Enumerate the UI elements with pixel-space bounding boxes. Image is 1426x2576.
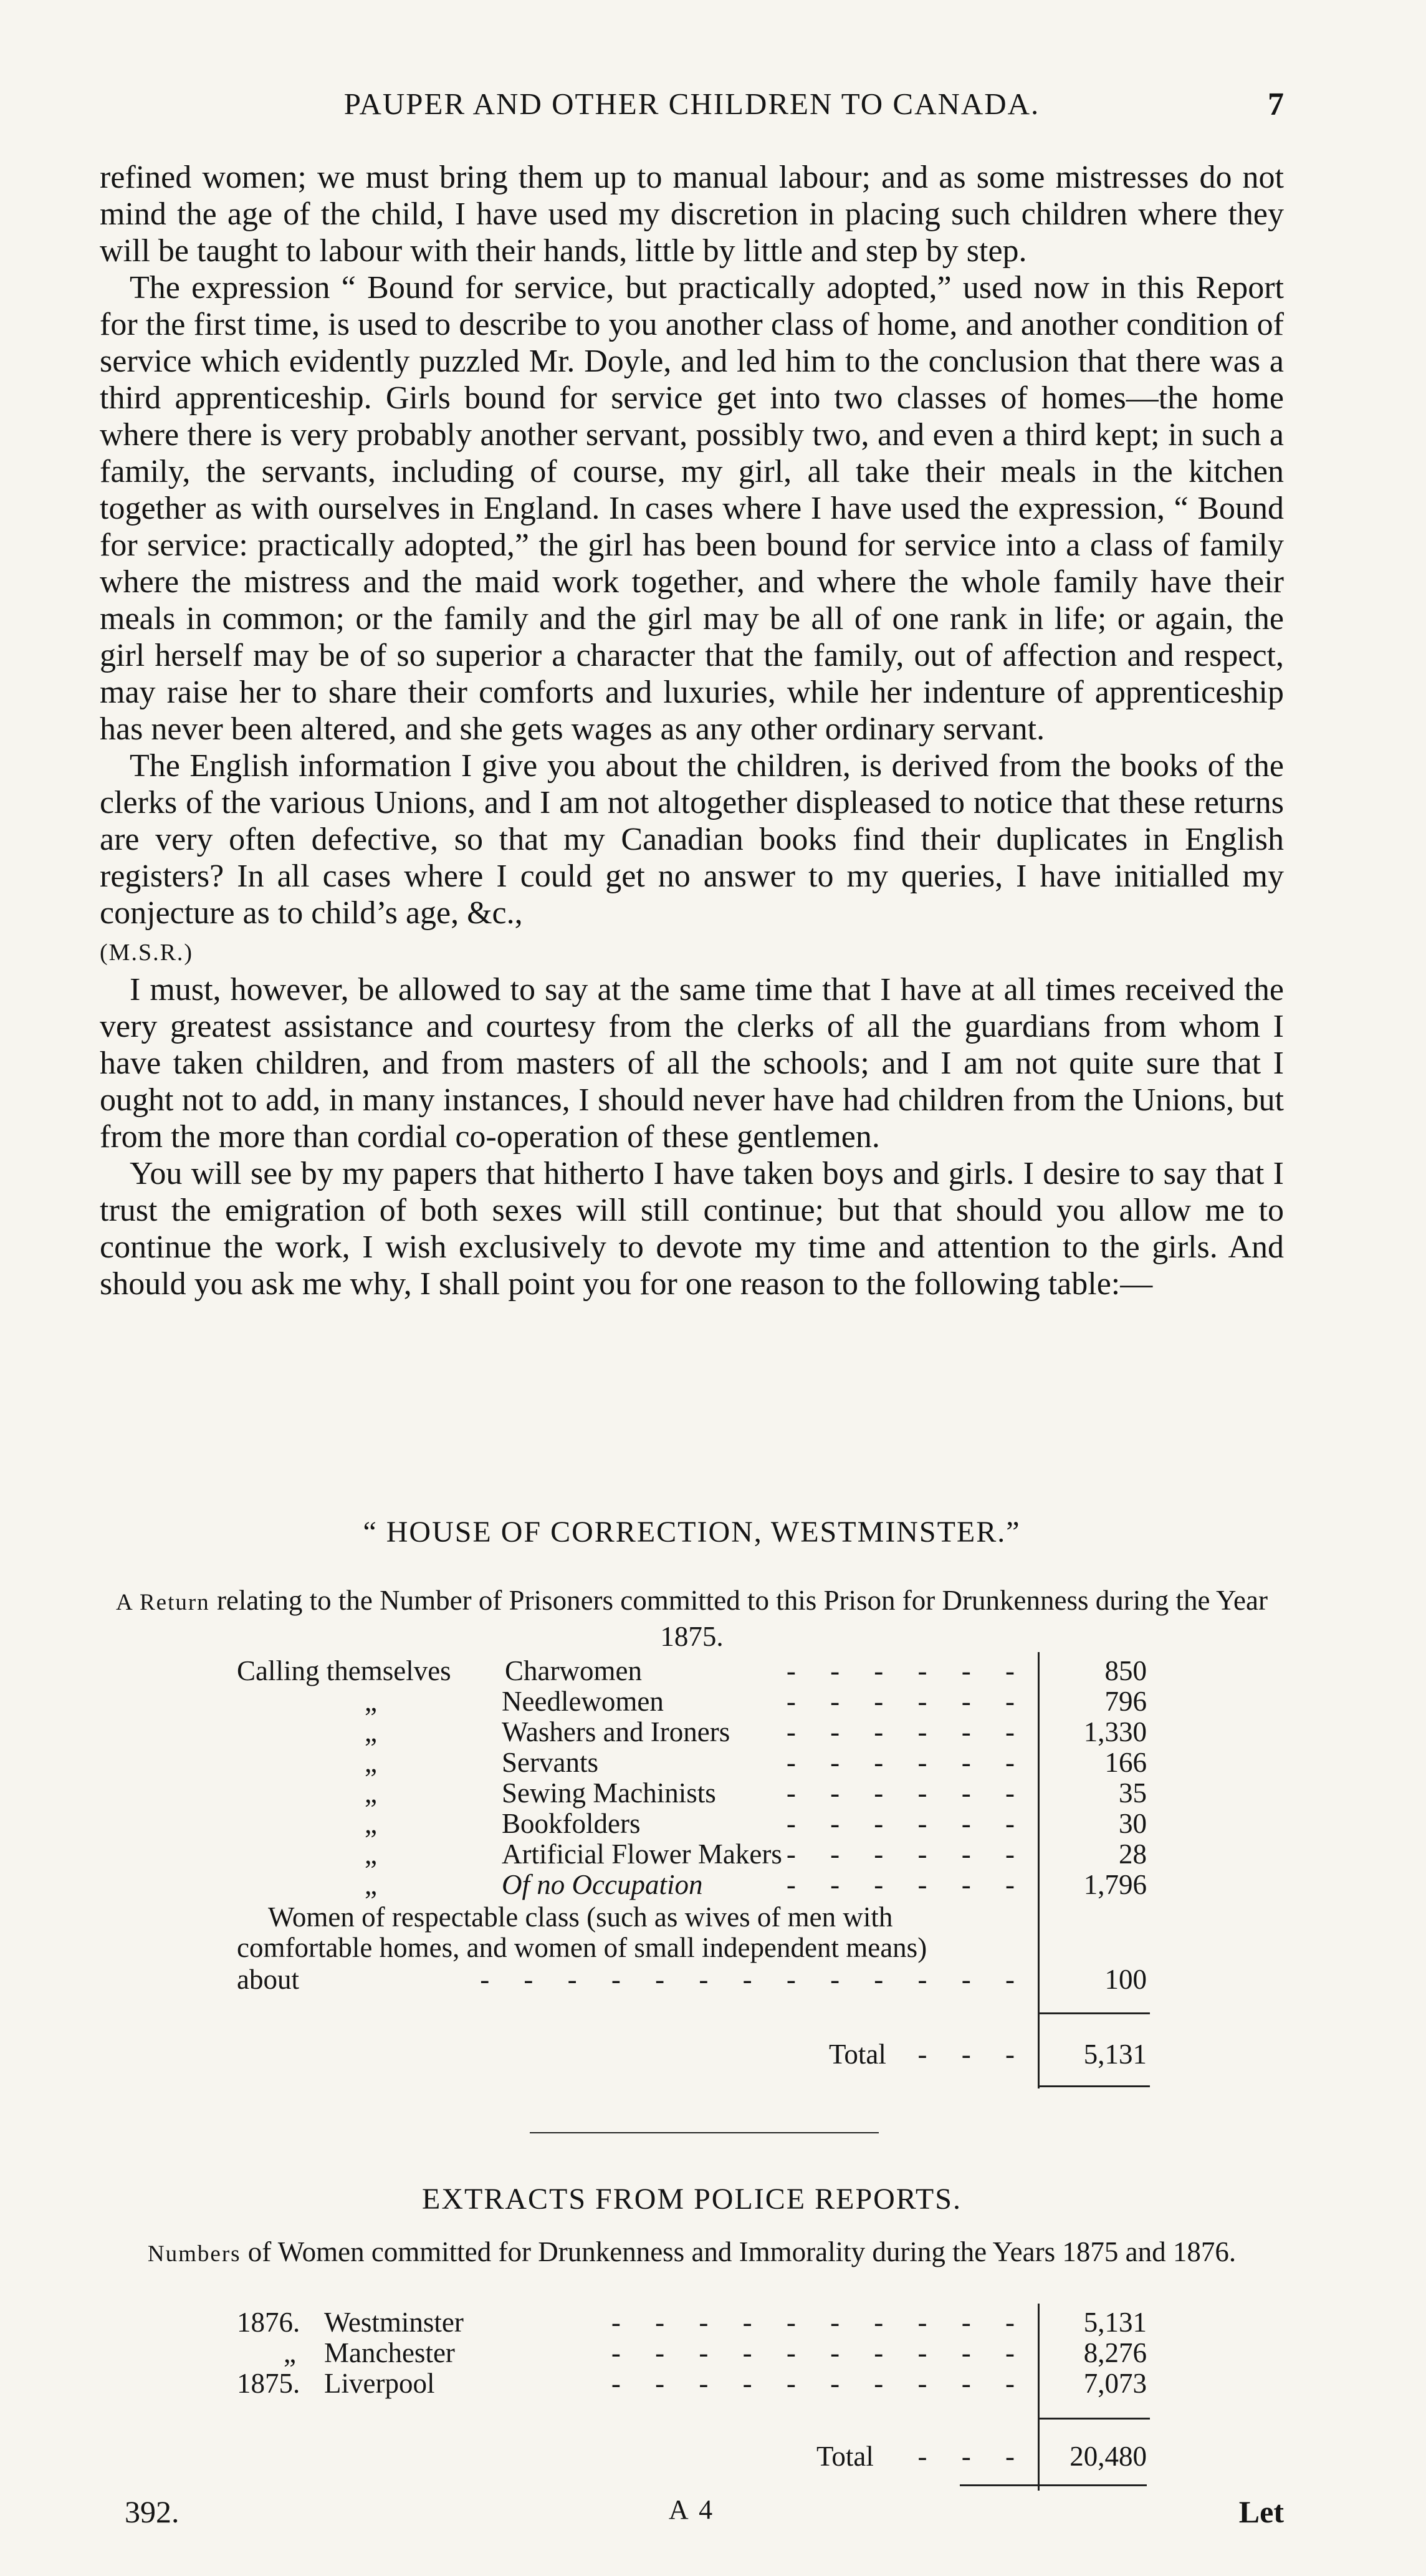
leader-dashes: - - - - - - - - - - - - - xyxy=(480,1964,1028,1995)
paragraph: I must, however, be allowed to say at the same time that I have at all times received the very greatest assistance and courtesy from the clerks of all the guardians from whom I have taken children, and from masters of all the schools; and I am not quite sure that I ought not to add, in many instances, I should never have had children from the Unions, but from the more than cordial co-operation of these gentlemen. xyxy=(100,972,1284,1155)
body-text xyxy=(100,159,1284,1302)
paragraph: refined women; we must bring them up to manual labour; and as some mistresses do not mind the age of the child, I have used my discretion in placing such children where they will be taught to labour with their hands, little by little and step by step. xyxy=(100,160,1284,269)
leader-dashes: - - - xyxy=(917,2039,1028,2070)
leader-dashes: - - - xyxy=(917,2441,1028,2472)
paragraph: You will see by my papers that hitherto I have taken boys and girls. I desire to say that I trust the emigration of both sexes will still continue; but that should you allow me to continue the work, I wish exclusively to devote my time and attention to the girls. And should you ask me why, I shall point you for one reason to the following table:— xyxy=(100,1156,1284,1302)
table-row xyxy=(237,2337,1147,2368)
table-heading: EXTRACTS FROM POLICE REPORTS. xyxy=(422,2183,962,2216)
column-rule xyxy=(1038,1652,1040,2088)
table-row xyxy=(237,2368,1147,2399)
row-label: Manchester xyxy=(324,2337,455,2368)
ditto-mark: „ xyxy=(365,1777,377,1809)
table-row xyxy=(237,1716,1147,1747)
table-row xyxy=(237,1869,1147,1900)
ditto-mark: „ xyxy=(365,1838,377,1870)
row-label: Liverpool xyxy=(324,2368,435,2399)
total-underline xyxy=(1038,2085,1150,2087)
leader-dashes: - - - - - - xyxy=(786,1655,1028,1686)
paragraph: The expression “ Bound for service, but practically adopted,” used now in this Report for the first time, is used to describe to you another class of home, and another condition of service which evidently puzzled Mr. Doyle, and led him to the conclusion that there was a third apprenticeship. Girls bound for service get into two classes of homes—the home where there is very probably another servant, possibly two, and even a third kept; in such a family, the servants, including of course, my girl, all take their meals in the kitchen together as with ourselves in England. In cases where I have used the expression, “ Bound for service: practically adopted,” the girl has been bound for service into a class of family where the mistress and the maid work together, and where the whole family have their meals in common; or the family and the girl may be all of one rank in life; or again, the girl herself may be of so superior a character that the family, out of affection and respect, may raise her to share their comforts and luxuries, while her indenture of apprenticeship has never been altered, and she gets wages as any other ordinary servant. xyxy=(100,270,1284,747)
table-heading: “ HOUSE OF CORRECTION, WESTMINSTER.” xyxy=(363,1516,1021,1549)
row-label: Needlewomen xyxy=(502,1686,664,1717)
table-caption xyxy=(100,1584,1284,1653)
leader-dashes: - - - - - - xyxy=(786,1808,1028,1839)
row-label: Westminster xyxy=(324,2307,464,2338)
total-label: Total xyxy=(829,2039,886,2070)
table-row xyxy=(237,1747,1147,1778)
ditto-mark: „ xyxy=(365,1686,377,1717)
ditto-mark: „ xyxy=(365,1808,377,1839)
row-prefix: Calling themselves xyxy=(237,1655,451,1686)
table-row xyxy=(237,1777,1147,1809)
table-row xyxy=(237,1655,1147,1686)
leader-dashes: - - - - - - - - - - xyxy=(611,2337,1028,2368)
table-caption xyxy=(100,2235,1284,2271)
footer-signature-mark: A 4 xyxy=(668,2494,715,2525)
table-row xyxy=(237,1686,1147,1717)
row-year: 1876. xyxy=(237,2307,300,2338)
ditto-mark: „ xyxy=(365,1747,377,1778)
row-label: Charwomen xyxy=(505,1655,642,1686)
row-prefix: about xyxy=(237,1964,299,1995)
row-value: 8,276 xyxy=(1083,2337,1147,2368)
leader-dashes: - - - - - - - - - - xyxy=(611,2368,1028,2399)
leader-dashes: - - - - - - xyxy=(786,1686,1028,1717)
row-label: Sewing Machinists xyxy=(502,1777,716,1809)
paragraph-text: The English information I give you about the children, is derived from the books of the clerks of the various Unions, and I am not altogether displeased to notice that these returns are very often defective, so that my Canadian books find their duplicates in English registers? In all cases where I could get no answer to my queries, I have initialled my conjecture as to child’s age, &c., xyxy=(100,748,1284,931)
section-divider xyxy=(530,2132,879,2133)
total-underline xyxy=(960,2484,1147,2486)
row-label: Artificial Flower Makers xyxy=(502,1838,782,1870)
total-value: 20,480 xyxy=(1070,2441,1147,2472)
initials: (M.S.R.) xyxy=(100,940,194,966)
row-value: 7,073 xyxy=(1083,2368,1147,2399)
total-rule xyxy=(1038,2418,1150,2420)
row-label: Of no Occupation xyxy=(502,1869,703,1900)
caption-lead: Numbers xyxy=(147,2241,241,2267)
row-value: 850 xyxy=(1104,1655,1147,1686)
caption-lead: A Return xyxy=(116,1590,210,1615)
table-row xyxy=(237,1838,1147,1870)
row-value: 5,131 xyxy=(1083,2307,1147,2338)
row-year: 1875. xyxy=(237,2368,300,2399)
ditto-mark: „ xyxy=(365,1869,377,1900)
total-row xyxy=(237,2039,1147,2070)
paragraph xyxy=(100,747,1284,971)
leader-dashes: - - - - - - - - - - xyxy=(611,2307,1028,2338)
leader-dashes: - - - - - - xyxy=(786,1869,1028,1900)
total-label: Total xyxy=(816,2441,874,2472)
row-value: 28 xyxy=(1119,1838,1147,1870)
caption-text: relating to the Number of Prisoners committed to this Prison for Drunkenness during the Year 1875. xyxy=(216,1585,1268,1652)
footer-catchword: Let xyxy=(1238,2494,1284,2529)
leader-dashes: - - - - - - xyxy=(786,1777,1028,1809)
page-footer xyxy=(100,2494,1284,2537)
leader-dashes: - - - - - - xyxy=(786,1716,1028,1747)
row-value: 100 xyxy=(1104,1964,1147,1995)
row-value: 1,796 xyxy=(1083,1869,1147,1900)
row-value: 796 xyxy=(1104,1686,1147,1717)
row-value: 35 xyxy=(1119,1777,1147,1809)
table-row xyxy=(237,2307,1147,2338)
note-line: Women of respectable class (such as wives of men with xyxy=(268,1901,893,1933)
running-head xyxy=(100,86,1284,130)
total-row xyxy=(237,2441,1147,2472)
page-number: 7 xyxy=(1268,87,1284,122)
ditto-mark: „ xyxy=(284,2337,296,2368)
leader-dashes: - - - - - - xyxy=(786,1747,1028,1778)
table-row xyxy=(237,1964,1147,1995)
leader-dashes: - - - - - - xyxy=(786,1838,1028,1870)
footer-sheet-number: 392. xyxy=(125,2494,179,2529)
table-row xyxy=(237,1808,1147,1839)
row-value: 166 xyxy=(1104,1747,1147,1778)
total-value: 5,131 xyxy=(1083,2039,1147,2070)
caption-text: of Women committed for Drunkenness and Immorality during the Years 1875 and 1876. xyxy=(247,2236,1237,2267)
running-title: PAUPER AND OTHER CHILDREN TO CANADA. xyxy=(343,87,1040,121)
row-label: Bookfolders xyxy=(502,1808,641,1839)
row-label: Washers and Ironers xyxy=(502,1716,730,1747)
row-label: Servants xyxy=(502,1747,598,1778)
row-value: 30 xyxy=(1119,1808,1147,1839)
note-line: comfortable homes, and women of small independent means) xyxy=(237,1932,927,1963)
row-value: 1,330 xyxy=(1083,1716,1147,1747)
total-rule xyxy=(1038,2012,1150,2014)
ditto-mark: „ xyxy=(365,1716,377,1747)
